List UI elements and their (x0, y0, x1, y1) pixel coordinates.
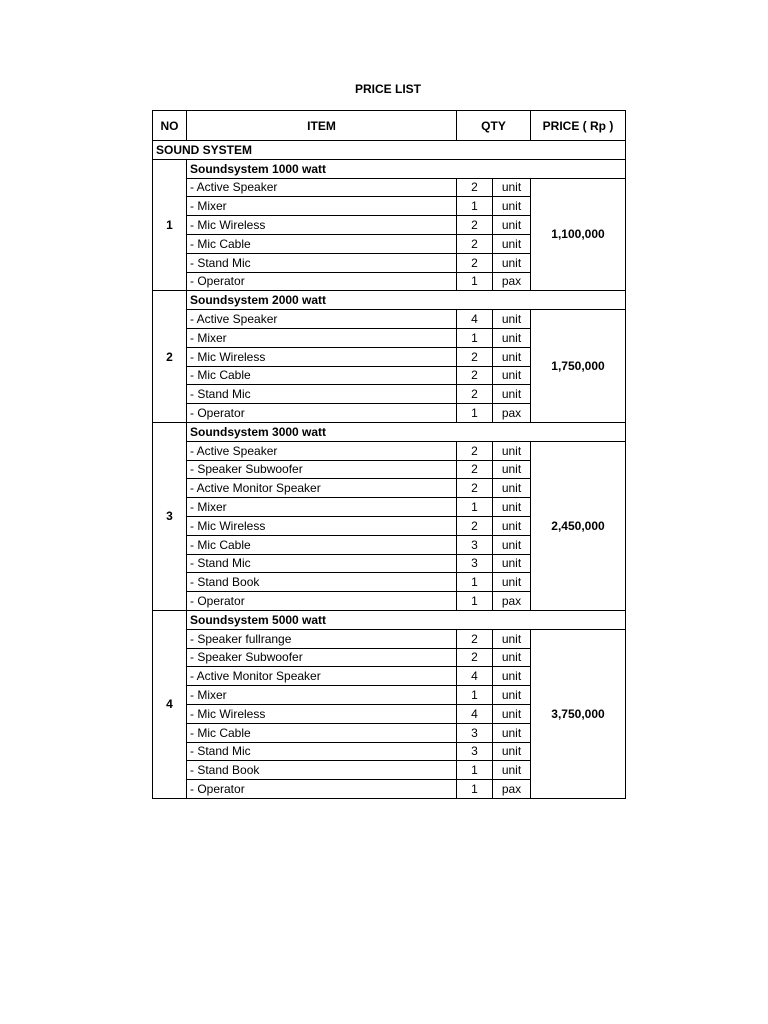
item-name: - Operator (187, 592, 457, 611)
package-number: 3 (153, 422, 187, 610)
item-unit: pax (493, 592, 531, 611)
item-qty: 2 (457, 460, 493, 479)
item-unit: unit (493, 573, 531, 592)
item-name: - Mixer (187, 498, 457, 517)
item-name: - Operator (187, 780, 457, 799)
item-unit: unit (493, 516, 531, 535)
item-qty: 3 (457, 535, 493, 554)
item-name: - Mic Cable (187, 535, 457, 554)
item-name: - Mixer (187, 328, 457, 347)
header-qty: QTY (457, 111, 531, 141)
item-row (153, 310, 626, 329)
item-name: - Operator (187, 272, 457, 291)
item-unit: unit (493, 742, 531, 761)
item-name: - Mic Cable (187, 723, 457, 742)
item-row (153, 178, 626, 197)
item-unit: unit (493, 479, 531, 498)
item-qty: 1 (457, 197, 493, 216)
item-unit: unit (493, 704, 531, 723)
item-unit: unit (493, 441, 531, 460)
item-qty: 1 (457, 272, 493, 291)
item-unit: unit (493, 328, 531, 347)
item-unit: unit (493, 178, 531, 197)
item-qty: 1 (457, 780, 493, 799)
item-qty: 4 (457, 310, 493, 329)
item-name: - Active Monitor Speaker (187, 667, 457, 686)
item-qty: 2 (457, 253, 493, 272)
package-number: 2 (153, 291, 187, 423)
item-name: - Mic Cable (187, 234, 457, 253)
header-price: PRICE ( Rp ) (531, 111, 626, 141)
package-name: Soundsystem 2000 watt (187, 291, 626, 310)
item-qty: 2 (457, 385, 493, 404)
item-unit: unit (493, 216, 531, 235)
package-row (153, 422, 626, 441)
item-qty: 4 (457, 704, 493, 723)
item-name: - Mic Wireless (187, 516, 457, 535)
item-name: - Stand Mic (187, 385, 457, 404)
item-unit: unit (493, 723, 531, 742)
item-row (153, 629, 626, 648)
item-qty: 1 (457, 573, 493, 592)
item-unit: unit (493, 648, 531, 667)
package-row (153, 159, 626, 178)
item-unit: unit (493, 629, 531, 648)
item-unit: unit (493, 310, 531, 329)
price-table (152, 110, 626, 799)
page-title: PRICE LIST (354, 82, 421, 96)
item-unit: unit (493, 385, 531, 404)
package-number: 4 (153, 610, 187, 798)
item-name: - Mic Wireless (187, 216, 457, 235)
item-qty: 2 (457, 216, 493, 235)
item-qty: 2 (457, 234, 493, 253)
package-name: Soundsystem 5000 watt (187, 610, 626, 629)
item-qty: 2 (457, 648, 493, 667)
item-name: - Speaker Subwoofer (187, 460, 457, 479)
item-qty: 2 (457, 516, 493, 535)
item-qty: 2 (457, 178, 493, 197)
item-qty: 1 (457, 328, 493, 347)
item-unit: unit (493, 686, 531, 705)
package-row (153, 610, 626, 629)
item-name: - Active Speaker (187, 178, 457, 197)
item-name: - Mixer (187, 686, 457, 705)
item-name: - Active Speaker (187, 441, 457, 460)
item-qty: 1 (457, 404, 493, 423)
item-qty: 1 (457, 761, 493, 780)
item-qty: 2 (457, 366, 493, 385)
item-unit: unit (493, 253, 531, 272)
item-name: - Mic Wireless (187, 704, 457, 723)
section-row (153, 141, 626, 160)
item-qty: 3 (457, 742, 493, 761)
package-price: 1,100,000 (531, 178, 626, 291)
item-row (153, 441, 626, 460)
item-name: - Active Speaker (187, 310, 457, 329)
item-qty: 2 (457, 479, 493, 498)
item-name: - Active Monitor Speaker (187, 479, 457, 498)
item-unit: pax (493, 272, 531, 291)
item-name: - Mic Wireless (187, 347, 457, 366)
item-unit: unit (493, 498, 531, 517)
item-name: - Stand Book (187, 761, 457, 780)
item-unit: unit (493, 554, 531, 573)
item-unit: unit (493, 197, 531, 216)
item-qty: 2 (457, 347, 493, 366)
package-price: 2,450,000 (531, 441, 626, 610)
package-price: 1,750,000 (531, 310, 626, 423)
package-name: Soundsystem 3000 watt (187, 422, 626, 441)
header-item: ITEM (187, 111, 457, 141)
item-name: - Stand Mic (187, 554, 457, 573)
item-qty: 1 (457, 686, 493, 705)
package-price: 3,750,000 (531, 629, 626, 798)
item-name: - Operator (187, 404, 457, 423)
item-name: - Speaker fullrange (187, 629, 457, 648)
item-qty: 3 (457, 554, 493, 573)
item-name: - Mic Cable (187, 366, 457, 385)
item-unit: unit (493, 667, 531, 686)
item-qty: 2 (457, 629, 493, 648)
item-unit: pax (493, 404, 531, 423)
item-name: - Speaker Subwoofer (187, 648, 457, 667)
item-qty: 4 (457, 667, 493, 686)
section-title: SOUND SYSTEM (153, 141, 626, 160)
package-number: 1 (153, 159, 187, 291)
package-row (153, 291, 626, 310)
item-name: - Stand Book (187, 573, 457, 592)
item-name: - Stand Mic (187, 253, 457, 272)
item-unit: pax (493, 780, 531, 799)
item-name: - Stand Mic (187, 742, 457, 761)
header-row (153, 111, 626, 141)
item-qty: 1 (457, 498, 493, 517)
header-no: NO (153, 111, 187, 141)
item-unit: unit (493, 535, 531, 554)
item-unit: unit (493, 460, 531, 479)
item-unit: unit (493, 761, 531, 780)
item-qty: 1 (457, 592, 493, 611)
item-unit: unit (493, 347, 531, 366)
item-unit: unit (493, 366, 531, 385)
item-qty: 2 (457, 441, 493, 460)
item-unit: unit (493, 234, 531, 253)
item-qty: 3 (457, 723, 493, 742)
package-name: Soundsystem 1000 watt (187, 159, 626, 178)
item-name: - Mixer (187, 197, 457, 216)
